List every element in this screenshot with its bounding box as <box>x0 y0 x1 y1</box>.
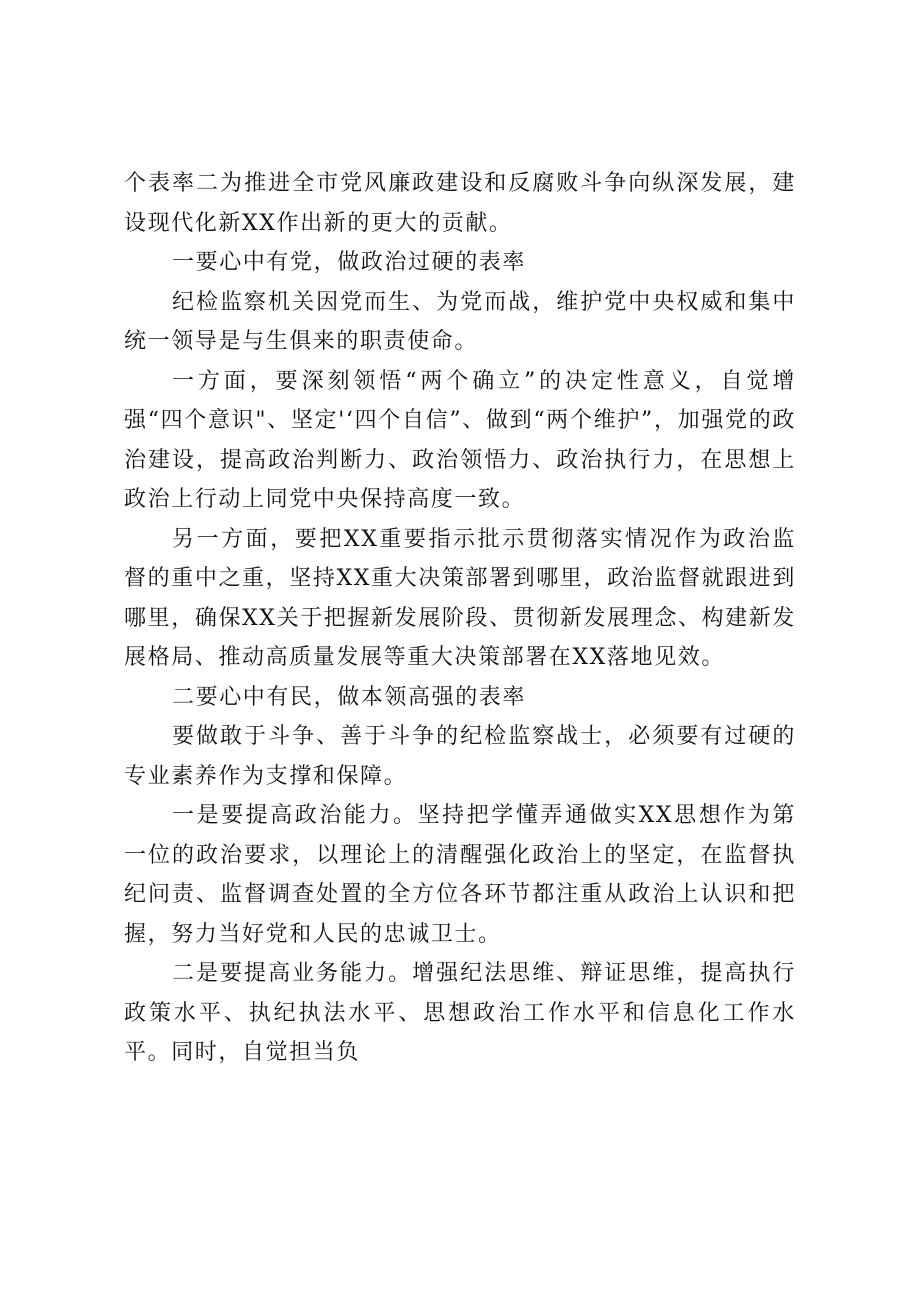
paragraph: 一方面，要深刻领悟“两个确立”的决定性意义，自觉增强“四个意识"、坚定'‘四个自信”、做到“两个维护”，加强党的政治建设，提高政治判断力、政治领悟力、政治执行力，在思想上政治上行动上同党中央保持高度一致。 <box>124 368 796 512</box>
paragraph: 纪检监察机关因党而生、为党而战，维护党中央权威和集中统一领导是与生俱来的职责使命。 <box>124 289 796 354</box>
paragraph: 要做敢于斗争、善于斗争的纪检监察战士，必须要有过硬的专业素养作为支撑和保障。 <box>124 724 796 789</box>
document-body <box>124 164 796 1073</box>
section-heading-2: 二要心中有民，做本领高强的表率 <box>172 684 527 710</box>
paragraph: 一是要提高政治能力。坚持把学懂弄通做实XX思想作为第一位的政治要求，以理论上的清醒强化政治上的坚定，在监督执纪问责、监督调查处置的全方位各环节都注重从政治上认识和把握，努力当好党和人民的忠诚卫士。 <box>124 803 796 947</box>
paragraph-continuation: 个表率二为推进全市党风廉政建设和反腐败斗争向纵深发展，建设现代化新XX作出新的更大的贡献。 <box>124 171 796 236</box>
paragraph: 二是要提高业务能力。增强纪法思维、辩证思维，提高执行政策水平、执纪执法水平、思想政治工作水平和信息化工作水平。同时，自觉担当负 <box>124 961 796 1065</box>
paragraph: 另一方面，要把XX重要指示批示贯彻落实情况作为政治监督的重中之重，坚持XX重大决策部署到哪里，政治监督就跟进到哪里，确保XX关于把握新发展阶段、贯彻新发展理念、构建新发展格局、推动高质量发展等重大决策部署在XX落地见效。 <box>124 526 796 670</box>
section-heading-1: 一要心中有党，做政治过硬的表率 <box>172 250 527 275</box>
